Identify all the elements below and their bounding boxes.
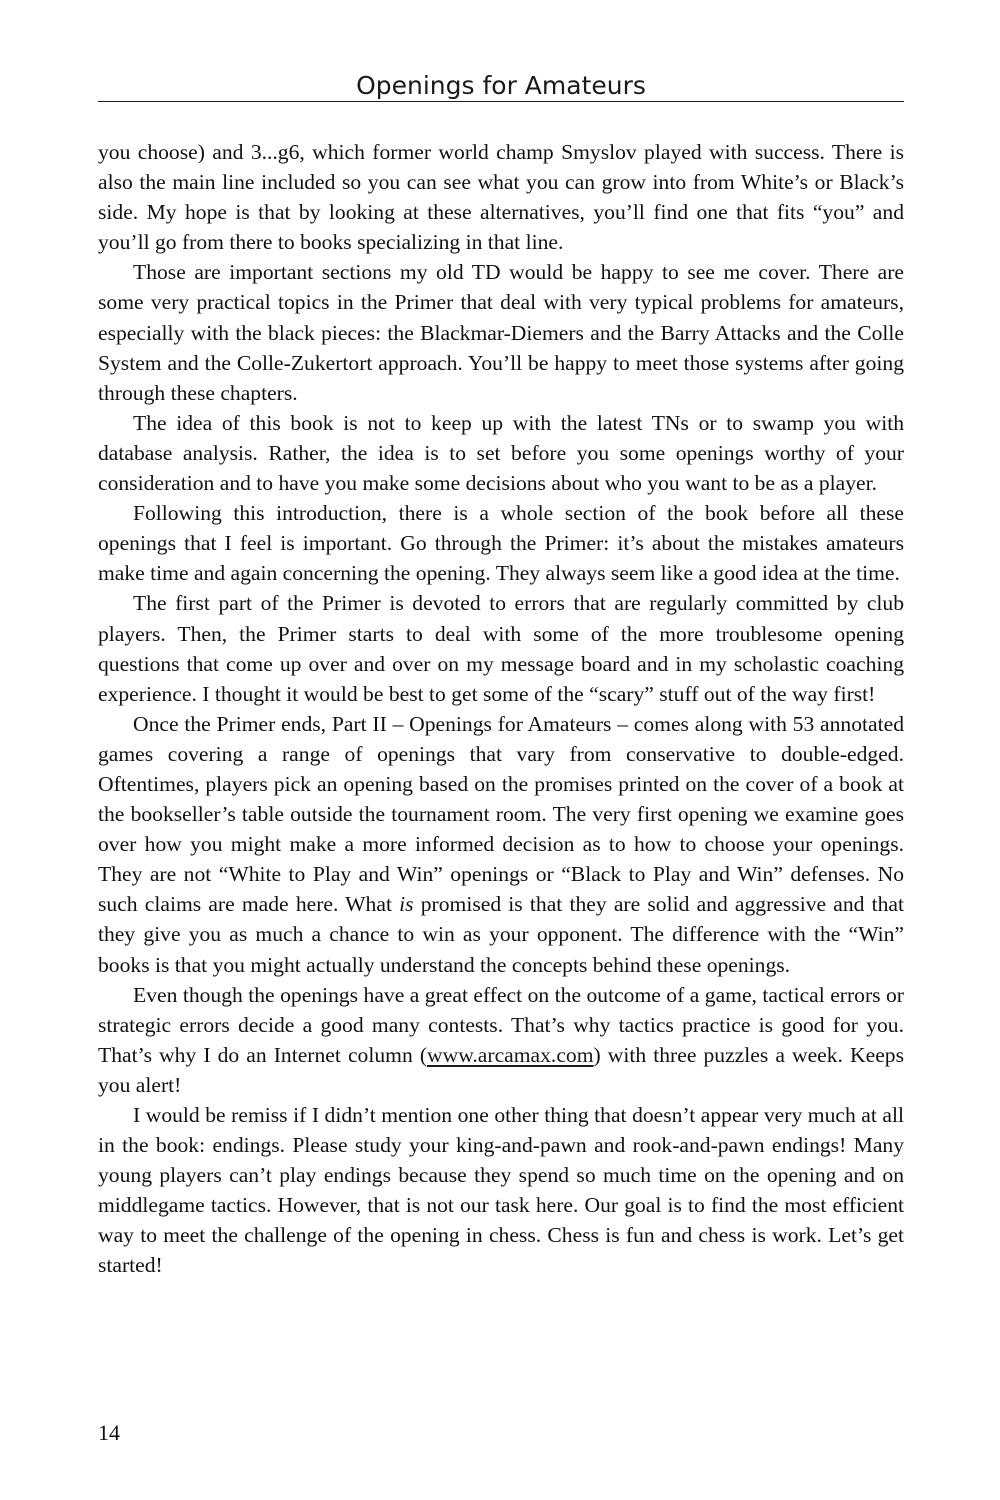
- paragraph-7: [98, 980, 904, 1100]
- paragraph-8: I would be remiss if I didn’t mention one other thing that doesn’t appear very much at all in the book: endings. Please study your king-and-pawn and rook-and-pawn endings! Many young players can’t play endings because they spend so much time on the opening and on middlegame tactics. However, that is not our task here. Our goal is to find the most efficient way to meet the challenge of the opening in chess. Chess is fun and chess is work. Let’s get started!: [98, 1103, 904, 1278]
- paragraph-1: you choose) and 3...g6, which former world champ Smyslov played with success. There is also the main line included so you can see what you can grow into from White’s or Black’s side. My hope is that by looking at these alternatives, you’ll find one that fits “you” and you’ll go from there to books specializing in that line.: [98, 140, 904, 255]
- paragraph-2: Those are important sections my old TD would be happy to see me cover. There are some very practical topics in the Primer that deal with very typical problems for amateurs, especially with the black pieces: the Blackmar-Diemers and the Barry Attacks and the Colle System and the Colle-Zukertort approach. You’ll be happy to meet those systems after going through these chapters.: [98, 260, 904, 405]
- paragraph-7-part-2: ) with three puzzles a week. Keeps you alert!: [98, 1042, 904, 1097]
- paragraph-4: Following this introduction, there is a whole section of the book before all these openings that I feel is important. Go through the Primer: it’s about the mistakes amateurs make time and again concerning the opening. They always seem like a good idea at the time.: [98, 501, 904, 586]
- paragraph-3: The idea of this book is not to keep up with the latest TNs or to swamp you with database analysis. Rather, the idea is to set before you some openings worthy of your consideration and to have you make some decisions about who you want to be as a player.: [98, 410, 904, 496]
- paragraph-7-part-1: Even though the openings have a great effect on the outcome of a game, tactical errors or strategic errors decide a good many contests. That’s why tactics practice is good for you. That’s why I do an Internet column (: [98, 982, 904, 1067]
- paragraph-6-part-2: promised is that they are solid and aggressive and that they give you as much a chance to win as your opponent. The difference with the “Win” books is that you might actually understand the concepts behind these openings.: [98, 892, 905, 977]
- header-rule: [98, 101, 904, 102]
- arcamax-link[interactable]: www.arcamax.com: [427, 1042, 594, 1067]
- body-text: [98, 137, 904, 1281]
- page-number: 14: [98, 1420, 120, 1445]
- paragraph-6-part-1: Once the Primer ends, Part II – Openings for Amateurs – comes along with 53 annotated games covering a range of openings that vary from conservative to double-edged. Oftentimes, players pick an opening based on the promises printed on the cover of a book at the bookseller’s table outside the tournament room. The very first opening we examine goes over how you might make a more informed decision as to how to choose your openings. They are not “White to Play and Win” openings or “Black to Play and Win” defenses. No such claims are made here. What: [98, 711, 904, 917]
- paragraph-6: [98, 709, 904, 980]
- paragraph-5: The first part of the Primer is devoted to errors that are regularly committed by club players. Then, the Primer starts to deal with some of the more troublesome opening questions that come up over and over on my message board and in my scholastic coaching experience. I thought it would be best to get some of the “scary” stuff out of the way first!: [98, 591, 904, 706]
- running-head-title: Openings for Amateurs: [356, 71, 646, 100]
- emphasis-is: is: [399, 892, 414, 917]
